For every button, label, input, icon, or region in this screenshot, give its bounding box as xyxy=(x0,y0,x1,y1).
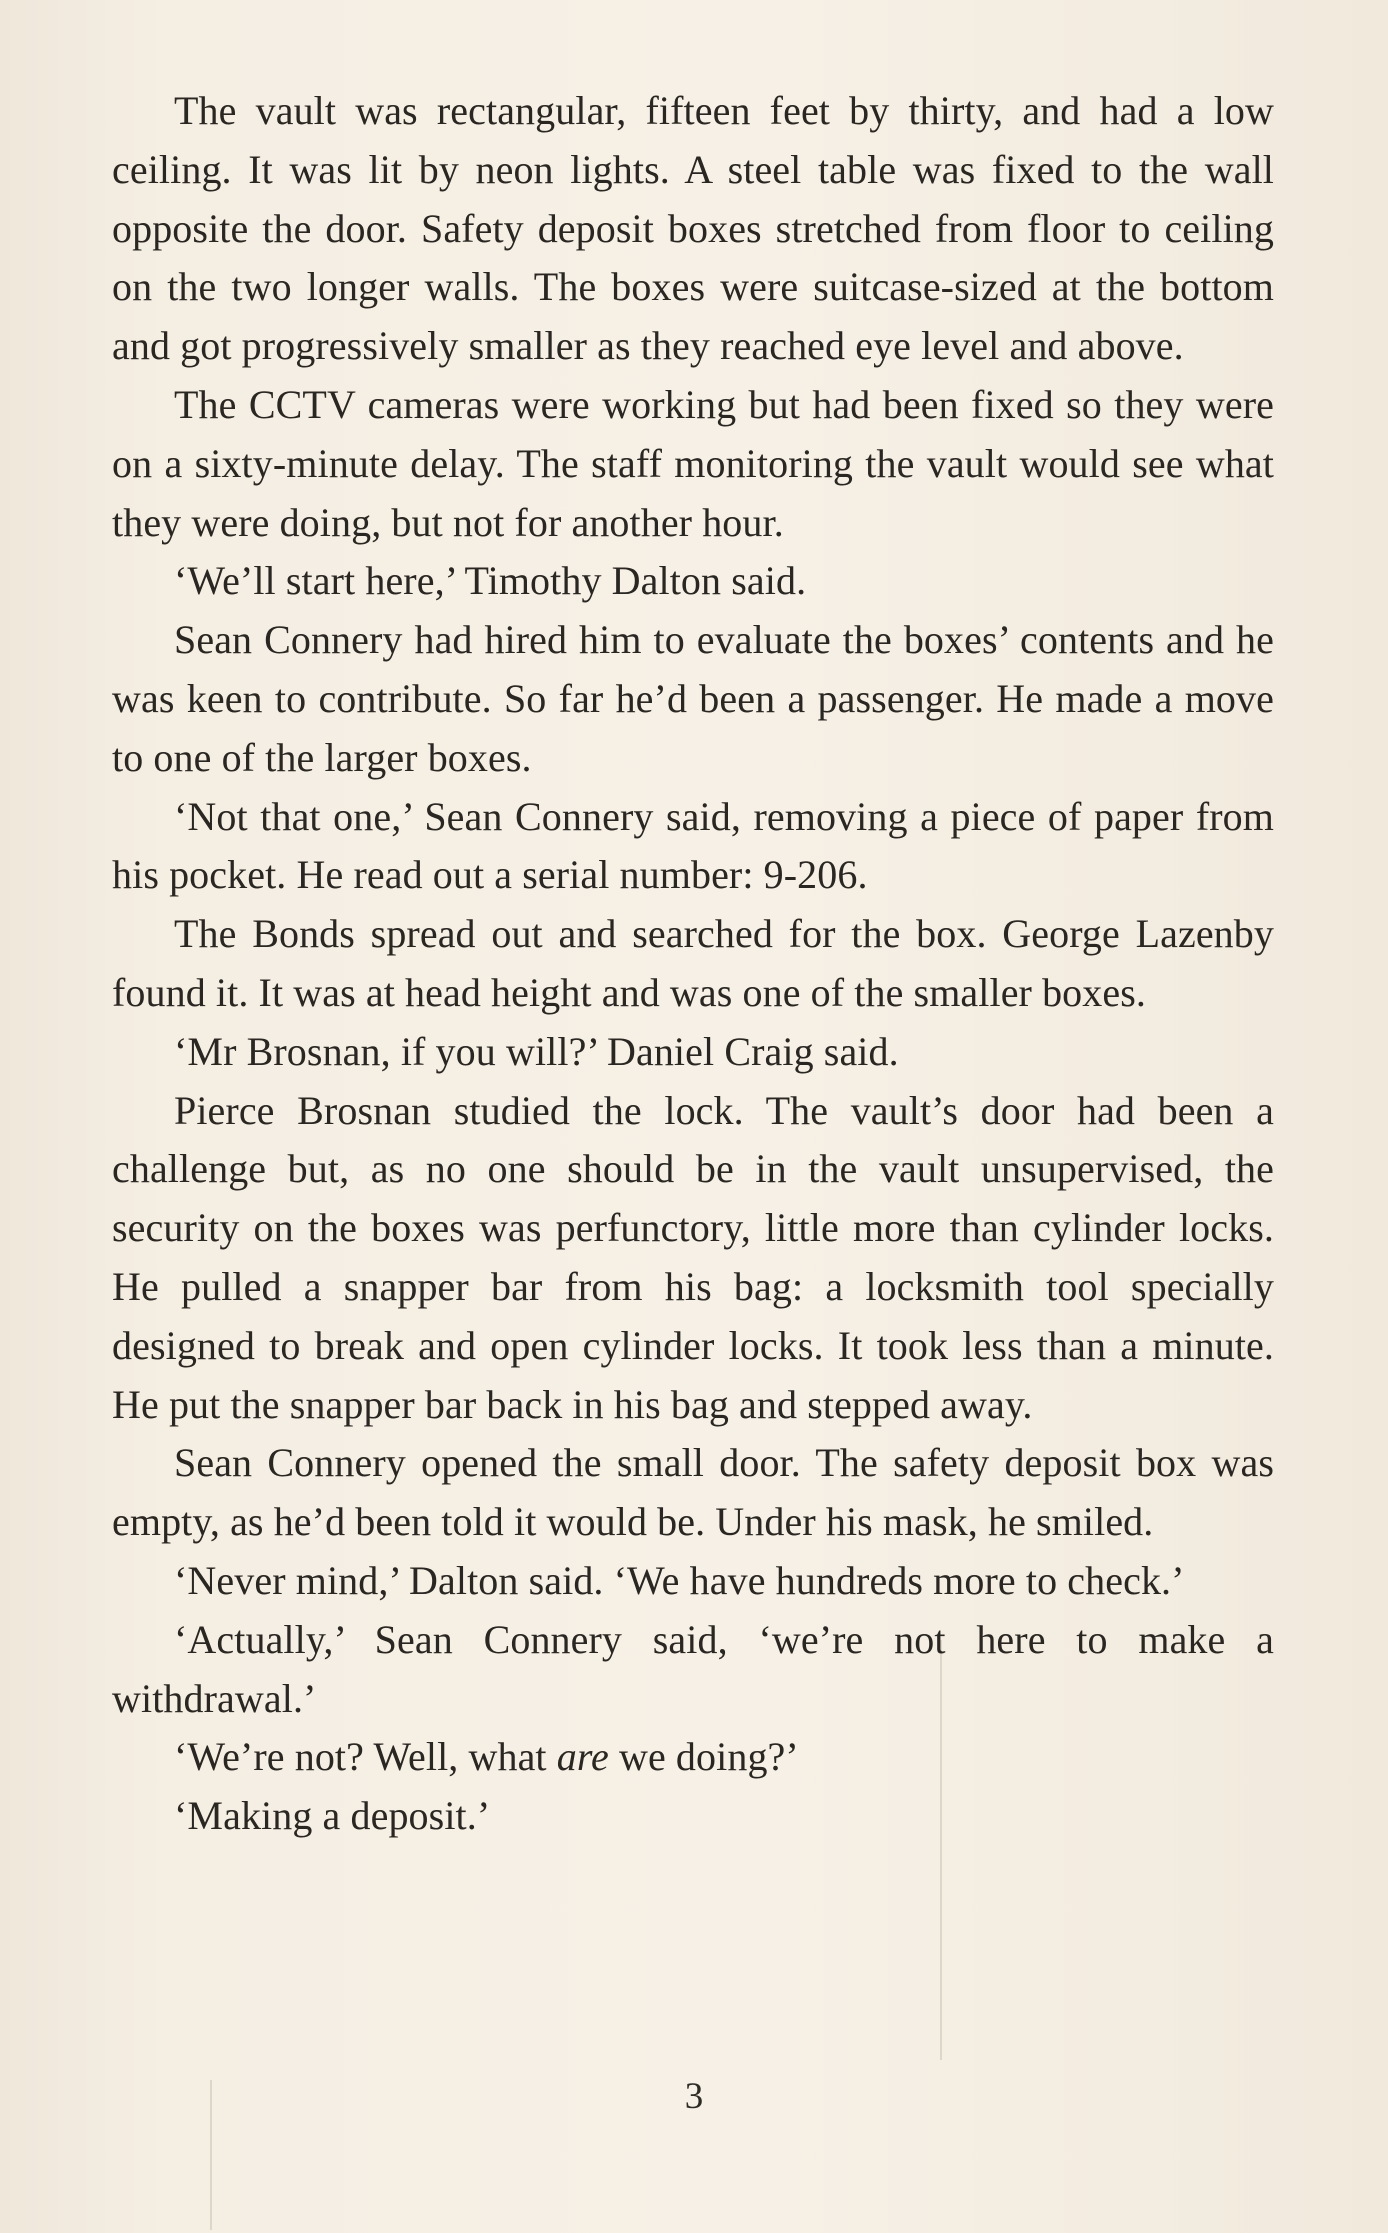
paragraph-dalton-start: ‘We’ll start here,’ Timothy Dalton said. xyxy=(174,558,807,604)
paragraph-craig-request: ‘Mr Brosnan, if you will?’ Daniel Craig said. xyxy=(174,1028,899,1074)
paragraph-dalton-never-mind: ‘Never mind,’ Dalton said. ‘We have hundreds more to check.’ xyxy=(174,1557,1185,1603)
page-number: 3 xyxy=(684,2076,704,2117)
paragraph-bonds-search: The Bonds spread out and searched for the box. George Lazenby found it. It was at head height and was one of the smaller boxes. xyxy=(112,911,1274,1015)
paragraph-serial-number: ‘Not that one,’ Sean Connery said, removing a piece of paper from his pocket. He read out a serial number: 9-206. xyxy=(112,793,1274,898)
paragraph-box-empty: Sean Connery opened the small door. The safety deposit box was empty, as he’d been told it would be. Under his mask, he smiled. xyxy=(112,1440,1274,1545)
body-text xyxy=(112,82,1274,1846)
paragraph-connery-hired: Sean Connery had hired him to evaluate the boxes’ contents and he was keen to contribute. So far he’d been a passenger. He made a move to one of the larger boxes. xyxy=(112,617,1274,780)
italic-emphasis: are xyxy=(556,1734,609,1780)
paragraph-cctv: The CCTV cameras were working but had been fixed so they were on a sixty-minute delay. The staff monitoring the vault would see what they were doing, but not for another hour. xyxy=(112,381,1274,545)
paragraph-brosnan-lock: Pierce Brosnan studied the lock. The vault’s door had been a challenge but, as no one should be in the vault unsupervised, the security on the boxes was perfunctory, little more than cylinder locks. He pulled a snapper bar from his bag: a locksmith tool specially designed to break and open cylinder locks. It took less than a minute. He put the snapper bar back in his bag and stepped away. xyxy=(112,1087,1274,1427)
paragraph-withdrawal: ‘Actually,’ Sean Connery said, ‘we’re not here to make a withdrawal.’ xyxy=(112,1616,1274,1721)
text-segment: we doing?’ xyxy=(608,1734,799,1780)
text-segment: ‘We’re not? Well, what xyxy=(174,1734,557,1780)
paragraph-making-deposit: ‘Making a deposit.’ xyxy=(174,1793,491,1839)
paragraph-vault-description: The vault was rectangular, fifteen feet by thirty, and had a low ceiling. It was lit by neon lights. A steel table was fixed to the wall opposite the door. Safety deposit boxes stretched from floor to ceiling on the two longer walls. The boxes were suitcase-sized at the bottom and got progressively smaller as they reached eye level and above. xyxy=(112,88,1274,369)
paragraph-what-are-we-doing xyxy=(112,1728,1274,1787)
